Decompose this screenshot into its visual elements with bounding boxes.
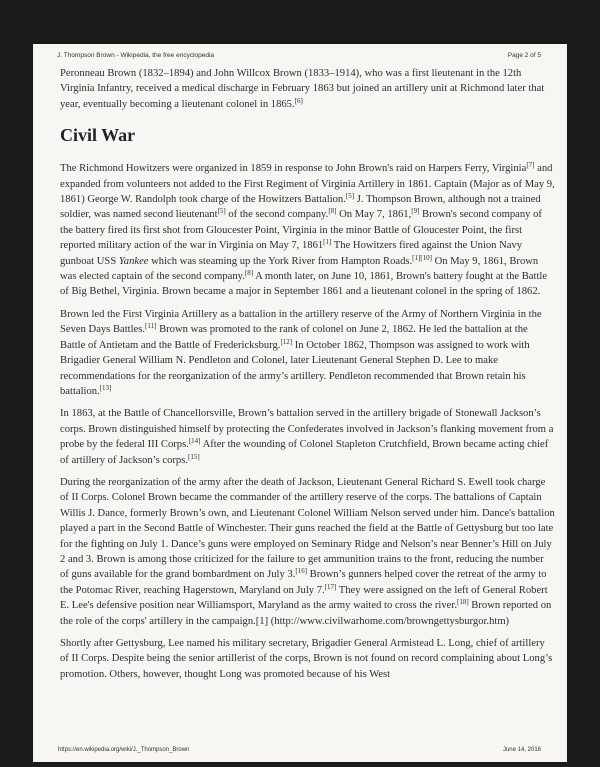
ref-link[interactable]: [1] — [323, 238, 332, 247]
ref-link[interactable]: [9] — [411, 207, 420, 216]
ref-link[interactable]: [16] — [295, 567, 308, 576]
document-page — [33, 44, 567, 762]
paragraph-3: In 1863, at the Battle of Chancellorsville, Brown’s battalion served in the artillery brigade of Stonewall Jackson’s corps. Brown distinguished himself by protecting the Confederates involved in Jackson’s flanking movement from a probe by the federal III Corps.[14] After the wounding of Colonel Stapleton Crutchfield, Brown became acting chief of artillery of Jackson’s corps.[15] — [60, 408, 554, 466]
ref-link[interactable]: [12] — [280, 337, 293, 346]
footer-date: June 14, 2016 — [502, 747, 541, 753]
ref-link[interactable]: [18] — [456, 598, 469, 607]
ref-link[interactable]: [6] — [294, 96, 303, 105]
ref-link[interactable]: [8] — [328, 207, 337, 216]
ref-link[interactable]: [11] — [145, 322, 157, 331]
paragraph-1: The Richmond Howitzers were organized in 1859 in response to John Brown's raid on Harpers Ferry, Virginia[7] and expanded from volunteers not added to the First Regiment of Virginia Artillery in 1861. Captain (Major as of May 9, 1861) George W. Randolph took charge of the Howitzers Battalion.[5] J. Thompson Brown, although not a trained soldier, was named second lieutenant[5] of the second company.[8] On May 7, 1861,[9] Brown's second company of the battery fired its first shot from Gloucester Point, Virginia in the minor Battle of Gloucester Point, the first reported military action of the war in Virginia on May 7, 1861[1] The Howitzers fired against the Union Navy gunboat USS Yankee which was steaming up the York River from Hampton Roads.[1][10] On May 9, 1861, Brown was elected captain of the second company.[8] A month later, on June 10, 1861, Brown's battery fought at the Battle of Big Bethel, Virginia. Brown became a major in September 1861 and a lieutenant colonel in the spring of 1862. — [60, 161, 555, 298]
paragraph-2: Brown led the First Virginia Artillery as a battalion in the artillery reserve of the Army of Northern Virginia in the Seven Days Battles.[11] Brown was promoted to the rank of colonel on June 2, 1862. He led the battalion at the Battle of Antietam and the Battle of Fredericksburg.[12] In October 1862, Thompson was assigned to work with Brigadier General William N. Pendleton and Colonel, later Lieutenant General Stephen D. Lee to make recommendations for the reorganization of the army’s artillery. Pendleton recommended that Brown retain his battalion.[13] — [60, 308, 542, 397]
ref-link[interactable]: [5] — [217, 207, 226, 216]
ref-link[interactable]: [7] — [526, 161, 535, 170]
section-title: Civil War — [60, 125, 136, 146]
ref-link[interactable]: [13] — [99, 383, 112, 392]
ship-name: Yankee — [118, 255, 149, 267]
paragraph-4: During the reorganization of the army after the death of Jackson, Lieutenant General Richard S. Ewell took charge of II Corps. Colonel Brown became the commander of the artillery reserve of the corps. The battalions of Captain Willis J. Dance, formerly Brown’s own, and Lieutenant Colonel William Nelson served under him. Dance's battalion played a part in the Second Battle of Winchester. Their guns reached the field at the Battle of Gettysburg but too late for the fighting on July 1. Dance’s guns were employed on Seminary Ridge and Nelson’s near Benner’s Hill on July 2 and 3. Brown is among those criticized for the failure to get ammunition trains to the front, reducing the number of guns available for the grand bombardment on July 3.[16] Brown’s gunners helped cover the retreat of the army to the Potomac River, reaching Hagerstown, Maryland on July 7.[17] They were assigned on the left of General Robert E. Lee's defensive position near Williamsport, Maryland as the army waited to cross the river.[18] Brown reported on the role of the corps' artillery in the campaign.[1] (http://www.civilwarhome.com/browngettysburgor.htm) — [60, 476, 555, 627]
intro-paragraph: Peronneau Brown (1832–1894) and John Willcox Brown (1833–1914), who was a first lieutenant in the 12th Virginia Infantry, received a medical discharge in February 1863 but joined an artillery unit at Richmond later that year, eventually becoming a lieutenant colonel in 1865.[6] — [60, 68, 545, 110]
page-number: Page 2 of 5 — [507, 52, 541, 59]
ref-link[interactable]: [8] — [244, 269, 254, 278]
ref-link[interactable]: [5] — [345, 192, 355, 201]
ref-link[interactable]: [15] — [187, 452, 200, 461]
article-body — [60, 66, 555, 689]
paragraph-5: Shortly after Gettysburg, Lee named his military secretary, Brigadier General Armistead L. Long, chief of artillery of II Corps. Despite being the senior artillerist of the corps, Brown is not found on record complaining about Long’s promotion. Others, however, thought Long was promoted because of his West — [60, 638, 553, 680]
ref-link[interactable]: [17] — [324, 582, 337, 591]
footer-url[interactable]: https://en.wikipedia.org/wiki/J._Thompson_Brown — [58, 747, 190, 753]
page-footer — [58, 747, 541, 753]
header-title: J. Thompson Brown - Wikipedia, the free encyclopedia — [57, 52, 215, 59]
page-header — [57, 52, 541, 59]
ref-link[interactable]: [14] — [188, 437, 201, 446]
ref-link[interactable]: [1][10] — [412, 253, 432, 262]
